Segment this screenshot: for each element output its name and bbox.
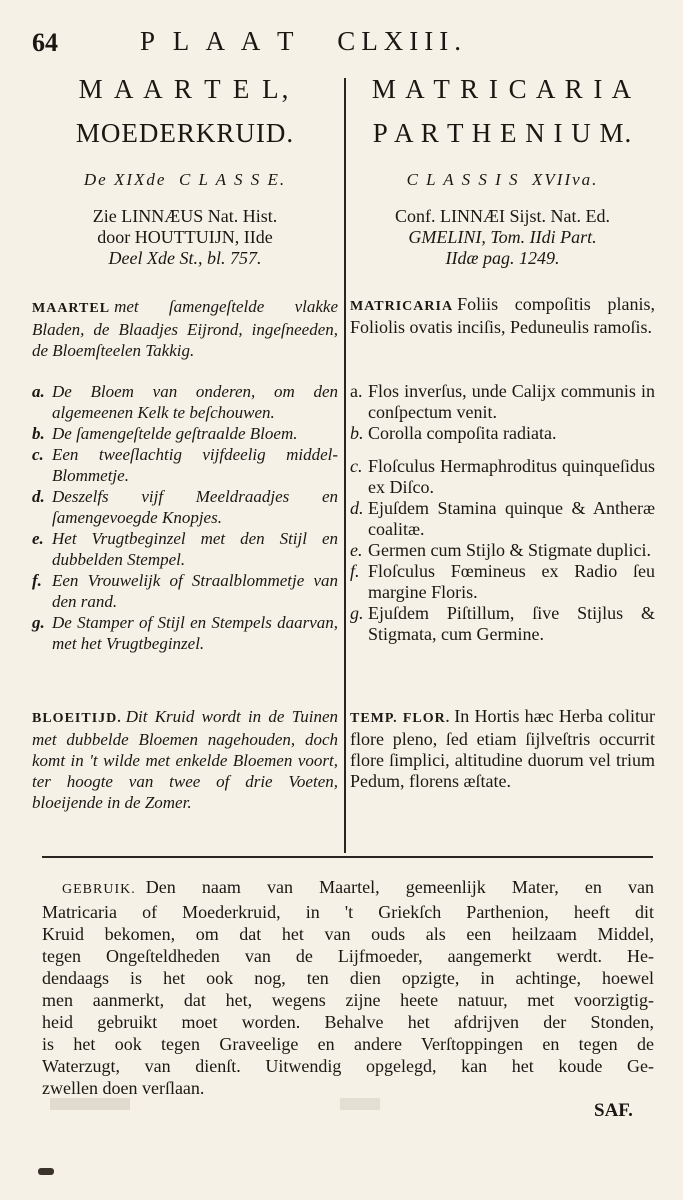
- gebruik-line-6: men aanmerkt, dat het, wegens zijne heete natuur, met voorzigtig-: [42, 990, 654, 1010]
- left-ref-line3: Deel Xde St., bl. 757.: [108, 248, 262, 268]
- gebruik-line-7: heid gebruikt moet worden. Behalve het afdrijven der Stonden,: [42, 1012, 654, 1032]
- right-item-text: Floſculus Fœmineus ex Radio ſeu margine Floris.: [368, 561, 655, 602]
- left-item-g: [32, 612, 338, 654]
- right-ref-line2: GMELINI, Tom. IIdi Part.: [408, 227, 597, 247]
- right-item-key: g.: [350, 603, 364, 623]
- gebruik-line-1: [42, 876, 654, 901]
- left-description: [32, 296, 338, 361]
- right-desc-text: Foliis compoſitis planis, Foliolis ovatis inciſis, Peduneulis ramoſis.: [350, 294, 655, 337]
- left-item-d: [32, 486, 338, 528]
- right-item-key: d.: [350, 498, 364, 518]
- right-classis: C L A S S I S XVIIva.: [406, 170, 599, 189]
- left-reference: [32, 206, 338, 269]
- left-item-text: De ſamengeſtelde geſtraalde Bloem.: [52, 424, 298, 443]
- right-item-text: Ejuſdem Piſtillum, ſive Stijlus & Stigmata, cum Germine.: [368, 603, 655, 644]
- right-item-text: Germen cum Stijlo & Stigmate duplici.: [368, 540, 651, 560]
- left-bloeitijd: [32, 706, 338, 813]
- right-ref-line3: IIdæ pag. 1249.: [445, 248, 560, 268]
- right-ref-line1: Conf. LINNÆI Sijst. Nat. Ed.: [395, 206, 610, 226]
- left-item-key: d.: [32, 487, 45, 506]
- left-item-key: e.: [32, 529, 44, 548]
- gebruik-line-9: Waterzugt, van dienſt. Uitwendig opgelegd, kan het koude Ge-: [42, 1056, 654, 1076]
- left-item-key: c.: [32, 445, 44, 464]
- right-item-key: a.: [350, 381, 363, 401]
- left-item-text: De Stamper of Stijl en Stempels daarvan, met het Vrugtbeginzel.: [52, 613, 338, 653]
- left-item-e: [32, 528, 338, 570]
- left-figure-list: [32, 381, 338, 654]
- right-desc-label: MATRICARIA: [350, 299, 454, 314]
- left-desc-label: MAARTEL: [32, 301, 111, 316]
- gebruik-line-8: is het ook tegen Graveelige en andere Verſtoppingen en tegen de: [42, 1034, 654, 1054]
- right-item-e: [350, 540, 655, 561]
- left-item-a: [32, 381, 338, 423]
- left-classe: De XIXde C L A S S E.: [83, 170, 287, 189]
- right-item-text: Floſculus Hermaphroditus quinqueſidus ex Diſco.: [368, 456, 655, 497]
- right-name-line1: M A T R I C A R I A: [371, 74, 634, 104]
- gebruik-line-3: Kruid bekomen, om dat het van ouds als een heilzaam Middel,: [42, 924, 654, 944]
- show-through-mark: [50, 1098, 130, 1110]
- right-item-f: [350, 561, 655, 603]
- left-ref-line1: Zie LINNÆUS Nat. Hist.: [92, 206, 278, 226]
- left-item-key: b.: [32, 424, 45, 443]
- right-description: [350, 294, 655, 338]
- gebruik-label: GEBRUIK.: [62, 882, 136, 897]
- gebruik-section: [42, 876, 654, 1099]
- left-item-text: Deszelfs vijf Meeldraadjes en ſamengevoegde Knopjes.: [52, 487, 338, 527]
- right-item-key: f.: [350, 561, 360, 581]
- right-item-text: Ejuſdem Stamina quinque & Antheræ coalitæ.: [368, 498, 655, 539]
- right-item-b: [350, 423, 655, 444]
- left-item-f: [32, 570, 338, 612]
- ink-smudge: [38, 1168, 54, 1175]
- gebruik-line-10: zwellen doen verſlaan.: [42, 1078, 205, 1098]
- left-item-key: g.: [32, 613, 45, 632]
- left-item-key: a.: [32, 382, 45, 401]
- right-name-line2: P A R T H E N I U M.: [372, 118, 633, 148]
- right-item-g: [350, 603, 655, 645]
- left-name-line1: M A A R T E L,: [78, 74, 292, 104]
- left-item-text: Een tweeſlachtig vijfdeelig middel-Blommetje.: [52, 445, 338, 485]
- column-divider: [344, 78, 346, 853]
- gebruik-line-5: dendaags is het ook nog, ten dien opzigte, in achtinge, hoewel: [42, 968, 654, 988]
- left-item-text: Het Vrugtbeginzel met den Stijl en dubbelden Stempel.: [52, 529, 338, 569]
- right-reference: [350, 206, 655, 269]
- right-temp-label: TEMP. FLOR.: [350, 711, 451, 726]
- right-item-text: Corolla compoſita radiata.: [368, 423, 557, 443]
- plate-title: P L A A T CLXIII.: [140, 26, 468, 56]
- right-figure-list: [350, 381, 655, 645]
- gebruik-line-4: tegen Ongeſteldheden van de Lijfmoeder, aangemerkt werdt. He-: [42, 946, 654, 966]
- left-ref-line2: door HOUTTUIJN, IIde: [97, 227, 273, 247]
- show-through-mark: [340, 1098, 380, 1110]
- right-item-d: [350, 498, 655, 540]
- right-item-key: b.: [350, 423, 364, 443]
- right-temp-flor: [350, 706, 655, 792]
- right-item-text: Flos inverſus, unde Calijx communis in conſpectum venit.: [368, 381, 655, 422]
- right-item-key: e.: [350, 540, 363, 560]
- left-item-text: Een Vrouwelijk of Straalblommetje van den rand.: [52, 571, 338, 611]
- right-item-a: [350, 381, 655, 423]
- gebruik-line-2: Matricaria of Moederkruid, in 't Griekſch Parthenion, heeft dit: [42, 902, 654, 922]
- left-item-text: De Bloem van onderen, om den algemeenen Kelk te beſchouwen.: [52, 382, 338, 422]
- right-item-c: [350, 456, 655, 498]
- left-item-c: [32, 444, 338, 486]
- left-bloei-label: BLOEITIJD.: [32, 711, 122, 726]
- left-item-b: [32, 423, 338, 444]
- left-name-line2: MOEDERKRUID.: [75, 118, 295, 148]
- right-item-key: c.: [350, 456, 363, 476]
- section-rule: [42, 856, 653, 858]
- right-temp-text: In Hortis hæc Herba colitur flore pleno, ſed etiam ſijlveſtris occurrit flore ſimplici, altitudine duorum vel trium Pedum, florens æſtate.: [350, 706, 655, 791]
- left-item-key: f.: [32, 571, 42, 590]
- page-number: 64: [32, 28, 58, 57]
- left-bloei-text: Dit Kruid wordt in de Tuinen met dubbelde Bloemen nagehouden, doch komt in 't wilde met enkelde Bloemen voort, ter hoogte van twee of drie Voeten, bloeijende in de Zomer.: [32, 707, 338, 812]
- gebruik-text: Den naam van Maartel, gemeenlijk Mater, en van: [145, 877, 654, 897]
- left-desc-text: met ſamengeſtelde vlakke Bladen, de Blaadjes Eijrond, ingeſneeden, de Bloemſteelen Takkig.: [32, 297, 338, 360]
- catchword: SAF.: [594, 1100, 633, 1121]
